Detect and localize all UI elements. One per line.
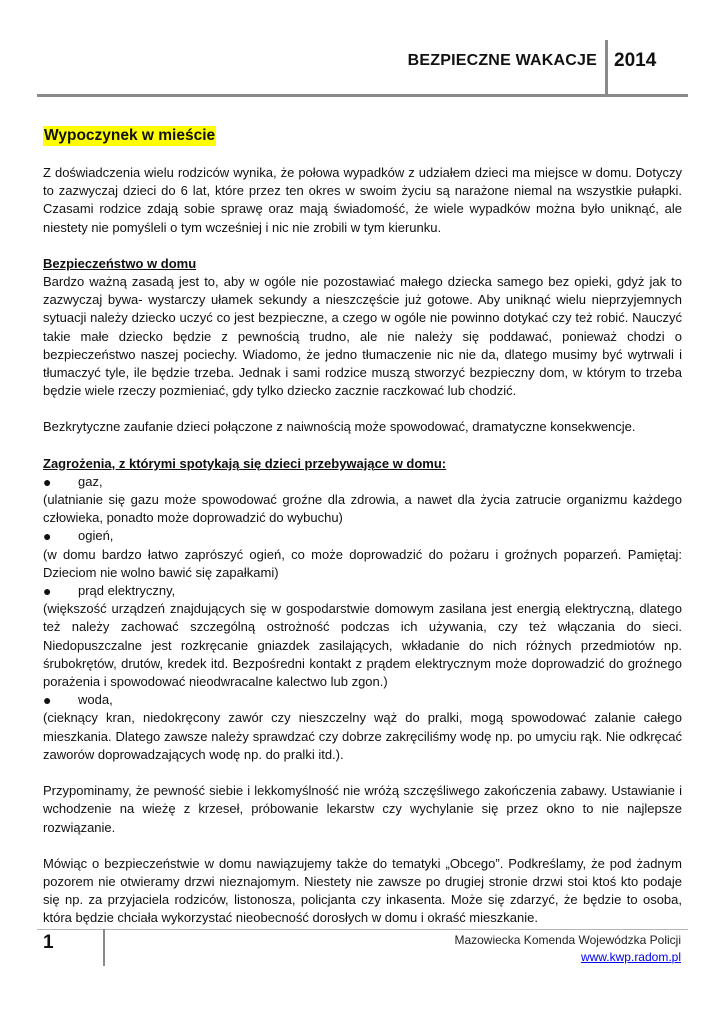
list-item	[43, 473, 682, 491]
list-item	[43, 527, 682, 545]
threat-label: ogień,	[78, 528, 114, 544]
threats-heading: Zagrożenia, z którymi spotykają się dzieci przebywające w domu:	[43, 455, 447, 471]
page-number: 1	[43, 932, 54, 953]
document-body	[43, 126, 682, 928]
threat-description: (cieknący kran, niedokręcony zawór czy nieszczelny wąż do pralki, mogą spowodować zalanie całego mieszkania. Dlatego zawsze należy sprawdzać czy dobrze zakręciliśmy wodę np. po umyciu rąk. Nie odkręcać zaworów doprowadzających wodę np. do pralki itd.).	[43, 710, 682, 762]
threat-label: gaz,	[78, 473, 103, 489]
threat-label: prąd elektryczny,	[78, 583, 176, 599]
intro-paragraph: Z doświadczenia wielu rodziców wynika, że połowa wypadków z udziałem dzieci ma miejsce w domu. Dotyczy to zazwyczaj dzieci do 6 lat, które przez ten okres w swoim życiu są narażone niemal na wszystkie pułapki. Czasami rodzice zdają sobie sprawę oraz mają świadomość, że wiele wypadków można było uniknąć, ale niestety nie pomyśleli o tym wcześniej i nic nie zrobili w tym kierunku.	[43, 165, 682, 235]
bullet-icon: ●	[43, 473, 52, 490]
section-title: Wypoczynek w mieście	[44, 127, 216, 144]
reminder-paragraph: Przypominamy, że pewność siebie i lekkomyślność nie wróżą szczęśliwego zakończenia zabawy. Ustawianie i wchodzenie na wieżę z krzeseł, próbowanie lekarstw czy wychylanie się przez okno to nie najlepsze rozwiązanie.	[43, 783, 682, 835]
threats-section	[43, 455, 682, 764]
list-item	[43, 582, 682, 600]
footer-divider-horizontal	[37, 929, 688, 930]
footer-divider-vertical	[103, 929, 105, 966]
footer-website-link[interactable]: www.kwp.radom.pl	[580, 950, 681, 964]
list-item	[43, 691, 682, 709]
threat-label: woda,	[78, 692, 113, 708]
safety-heading: Bezpieczeństwo w domu	[43, 255, 197, 271]
trust-paragraph: Bezkrytyczne zaufanie dzieci połączone z naiwnością może spowodować, dramatyczne konsekwencje.	[43, 419, 636, 435]
bullet-icon: ●	[43, 583, 52, 600]
header-divider-horizontal	[37, 94, 688, 97]
threat-description: (ulatnianie się gazu może spowodować groźne dla zdrowia, a nawet dla życia zatrucie organizmu każdego człowieka, ponadto może doprowadzić do wybuchu)	[43, 492, 682, 526]
stranger-paragraph: Mówiąc o bezpieczeństwie w domu nawiązujemy także do tematyki „Obcego”. Podkreślamy, że pod żadnym pozorem nie otwieramy drzwi nieznajomym. Niestety nie zawsze po drugiej stronie drzwi stoi ktoś kto podaje się np. za przyjaciela rodziców, listonosza, policjanta czy inkasenta. Może się zdarzyć, że będzie to osoba, która będzie chciała wykorzystać nieobecność dorosłych w domu i okraść mieszkanie.	[43, 855, 682, 926]
footer-organization: Mazowiecka Komenda Wojewódzka Policji	[454, 933, 681, 947]
bullet-icon: ●	[43, 692, 52, 709]
threat-description: (w domu bardzo łatwo zaprószyć ogień, co może doprowadzić do pożaru i groźnych poparzeń. Pamiętaj: Dzieciom nie wolno bawić się zapałkami)	[43, 546, 682, 580]
threat-description: (większość urządzeń znajdujących się w gospodarstwie domowym zasilana jest energią elektryczną, dlatego też należy zachować szczególną ostrożność podczas ich używania, czy też włączania do sieci. Niedopuszczalne jest rozkręcanie gniazdek zasilających, wkładanie do nich różnych przedmiotów np. śrubokrętów, drutów, kredek itd. Bezpośredni kontakt z prądem elektrycznym może doprowadzić do groźnego porażenia i spowodować nieodwracalne kalectwo lub zgon.)	[43, 601, 682, 690]
safety-section	[43, 255, 682, 401]
header-title: BEZPIECZNE WAKACJE	[407, 52, 597, 69]
bullet-icon: ●	[43, 528, 52, 545]
header-year: 2014	[614, 50, 657, 71]
header-divider-vertical	[605, 40, 608, 97]
safety-paragraph: Bardzo ważną zasadą jest to, aby w ogóle nie pozostawiać małego dziecka samego bez opieki, gdyż jak to zazwyczaj bywa- wystarczy ułamek sekundy a nieszczęście już gotowe. Aby uniknąć wielu nieprzyjemnych sytuacji należy dziecko uczyć co jest bezpieczne, a czego w ogóle nie powinno dotykać czy też robić. Nauczyć takie małe dziecko będzie z pewnością trudno, ale nie należy się poddawać, ponieważ chodzi o bezpieczeństwo naszej pociechy. Wiadomo, że jedno tłumaczenie nic nie da, dlatego musimy być wytrwali i tłumaczyć tyle, ile będzie trzeba. Jednak i sami rodzice muszą stworzyć bezpieczny dom, w którym to trzeba będzie wiele rzeczy pozmieniać, gdy tylko dziecko zacznie raczkować lub chodzić.	[43, 274, 682, 399]
